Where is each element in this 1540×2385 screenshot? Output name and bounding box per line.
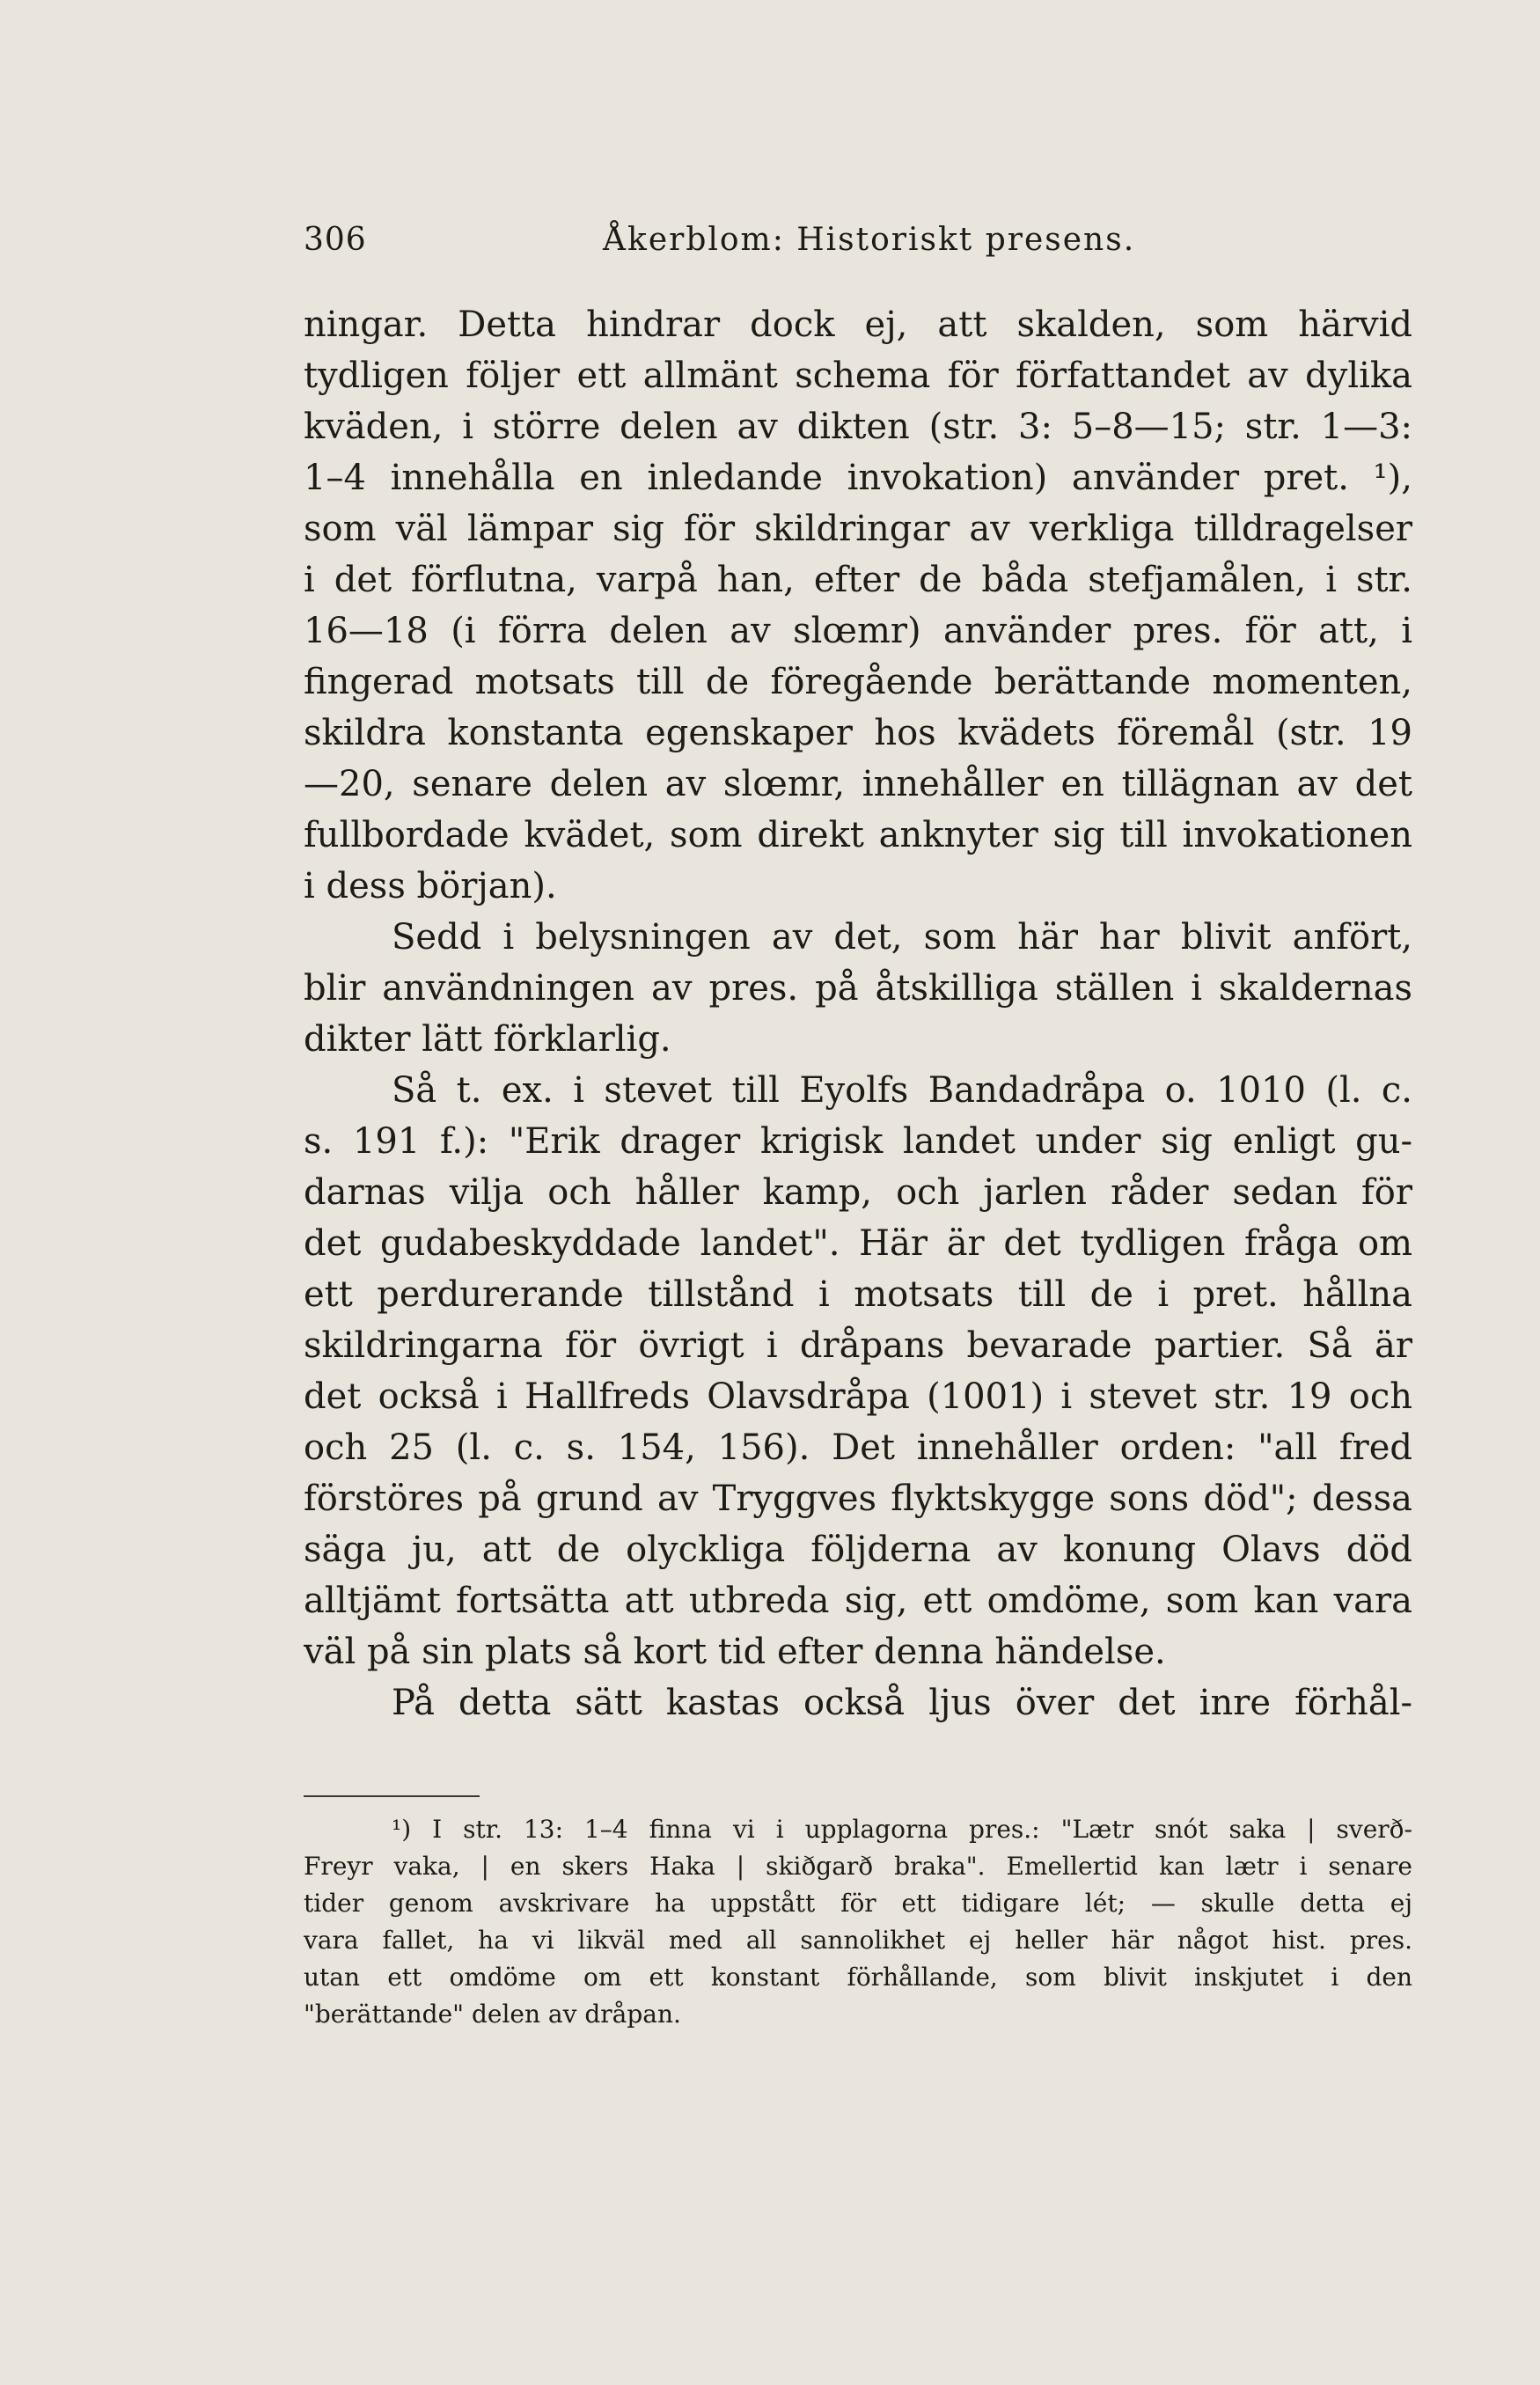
footnote-line: ¹) I str. 13: 1–4 finna vi i upplagorna pres.: "Lætr snót saka | sverð-: [392, 1815, 1412, 1844]
text-line: darnas vilja och håller kamp, och jarlen råder sedan för: [304, 1172, 1412, 1213]
text-line: det gudabeskyddade landet". Här är det tydligen fråga om: [304, 1223, 1412, 1264]
text-line: ningar. Detta hindrar dock ej, att skalden, som härvid: [304, 305, 1412, 345]
text-line: kväden, i större delen av dikten (str. 3: 5–8—15; str. 1—3:: [304, 407, 1412, 447]
text-line: tydligen följer ett allmänt schema för författandet av dylika: [304, 356, 1412, 396]
footnote-line: Freyr vaka, | en skers Haka | skiðgarð braka". Emellertid kan lætr i senare: [304, 1852, 1412, 1881]
text-line: alltjämt fortsätta att utbreda sig, ett omdöme, som kan vara: [304, 1581, 1412, 1621]
text-line: och 25 (l. c. s. 154, 156). Det innehåller orden: "all fred: [304, 1427, 1412, 1468]
footnote-line: "berättande" delen av dråpan.: [304, 2000, 681, 2029]
footnote: [304, 1811, 1412, 2033]
text-line: som väl lämpar sig för skildringar av verkliga tilldragelser: [304, 509, 1412, 549]
text-line: —20, senare delen av slœmr, innehåller en tillägnan av det: [304, 764, 1412, 804]
footnote-line: tider genom avskrivare ha uppstått för ett tidigare lét; — skulle detta ej: [304, 1889, 1412, 1918]
text-line: det också i Hallfreds Olavsdråpa (1001) i stevet str. 19 och: [304, 1376, 1412, 1417]
text-line: blir användningen av pres. på åtskilliga ställen i skaldernas: [304, 968, 1412, 1009]
footnote-line: vara fallet, ha vi likväl med all sannolikhet ej heller här något hist. pres.: [304, 1926, 1412, 1955]
page-number: 306: [304, 222, 367, 258]
text-line: På detta sätt kastas också ljus över det inre förhål-: [392, 1683, 1412, 1723]
text-line: 16—18 (i förra delen av slœmr) använder pres. för att, i: [304, 611, 1412, 651]
text-line: fullbordade kvädet, som direkt anknyter sig till invokationen: [304, 815, 1412, 855]
text-line: Sedd i belysningen av det, som här har blivit anfört,: [392, 917, 1412, 958]
text-line: fingerad motsats till de föregående berättande momenten,: [304, 662, 1412, 702]
footnote-divider: [304, 1795, 480, 1797]
footnote-line: utan ett omdöme om ett konstant förhållande, som blivit inskjutet i den: [304, 1963, 1412, 1992]
text-line: väl på sin plats så kort tid efter denna händelse.: [304, 1632, 1166, 1672]
text-line: skildringarna för övrigt i dråpans bevarade partier. Så är: [304, 1325, 1412, 1366]
text-line: 1–4 innehålla en inledande invokation) använder pret. ¹),: [304, 458, 1412, 498]
text-line: s. 191 f.): "Erik drager krigisk landet under sig enligt gu-: [304, 1121, 1412, 1162]
text-line: i dess början).: [304, 866, 557, 906]
running-title: Åkerblom: Historiskt presens.: [603, 222, 1136, 258]
text-line: förstöres på grund av Tryggves flyktskygge sons död"; dessa: [304, 1479, 1412, 1519]
text-line: Så t. ex. i stevet till Eyolfs Bandadråpa o. 1010 (l. c.: [392, 1070, 1412, 1111]
text-line: dikter lätt förklarlig.: [304, 1019, 671, 1060]
text-line: i det förflutna, varpå han, efter de båda stefjamålen, i str.: [304, 560, 1412, 600]
main-text: [304, 299, 1412, 1728]
page-header: [304, 222, 1412, 275]
text-line: ett perdurerande tillstånd i motsats till de i pret. hållna: [304, 1274, 1412, 1315]
text-line: säga ju, att de olyckliga följderna av konung Olavs död: [304, 1530, 1412, 1570]
text-line: skildra konstanta egenskaper hos kvädets föremål (str. 19: [304, 713, 1412, 753]
